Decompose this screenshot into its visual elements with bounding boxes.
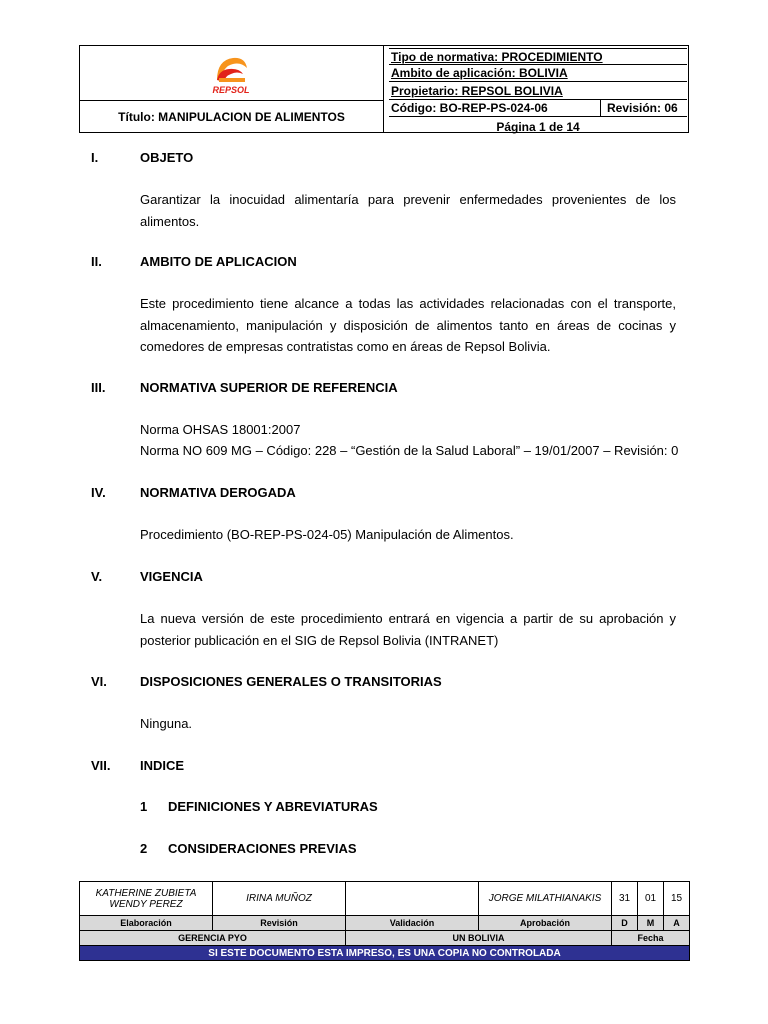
section-number: I.: [91, 150, 99, 165]
logo-text: REPSOL: [212, 85, 250, 95]
label-elaboracion: Elaboración: [80, 916, 213, 931]
header-left: [80, 46, 384, 133]
codigo-revision-row: [389, 100, 687, 117]
paragraph-ambito: Este procedimiento tiene alcance a todas las actividades relacionadas con el transporte, almacenamiento, manipulación y disposición de alimentos tanto en áreas de cocinas y comedores de empresas contratistas como en áreas de Repsol Bolivia.: [140, 296, 676, 354]
norma-line: Norma NO 609 MG – Código: 228 – “Gestión de la Salud Laboral” – 19/01/2007 – Revisión: 0: [140, 443, 679, 458]
title-text: Título: MANIPULACION DE ALIMENTOS: [118, 110, 345, 124]
propietario: Propietario: REPSOL BOLIVIA: [389, 83, 687, 100]
approval-footer: [79, 881, 690, 961]
section-number: IV.: [91, 485, 106, 500]
section-number: V.: [91, 569, 103, 584]
paragraph-derogada: Procedimiento (BO-REP-PS-024-05) Manipulación de Alimentos.: [140, 527, 514, 542]
document-header: [79, 45, 689, 133]
tipo-normativa: Tipo de normativa: PROCEDIMIENTO: [389, 48, 687, 65]
index-number: 2: [140, 841, 148, 856]
section-title: AMBITO DE APLICACION: [140, 254, 297, 269]
label-aprobacion: Aprobación: [479, 916, 612, 931]
elaboracion-names: KATHERINE ZUBIETA WENDY PEREZ: [80, 882, 213, 916]
norma-line: Norma OHSAS 18001:2007: [140, 422, 301, 437]
gerencia-label: GERENCIA PYO: [80, 931, 346, 946]
label-day: D: [612, 916, 638, 931]
validacion-name: [346, 882, 479, 916]
label-year: A: [664, 916, 689, 931]
date-year: 15: [664, 882, 689, 916]
paragraph-objeto: Garantizar la inocuidad alimentaría para prevenir enfermedades provenientes de los alimentos.: [140, 192, 676, 229]
ambito-aplicacion: Ambito de aplicación: BOLIVIA: [389, 65, 687, 82]
label-month: M: [638, 916, 664, 931]
repsol-logo: [203, 52, 259, 96]
index-title: DEFINICIONES Y ABREVIATURAS: [168, 799, 378, 814]
uncontrolled-copy-notice: SI ESTE DOCUMENTO ESTA IMPRESO, ES UNA COPIA NO CONTROLADA: [80, 946, 689, 960]
section-title: OBJETO: [140, 150, 194, 165]
section-number: II.: [91, 254, 102, 269]
section-number: VII.: [91, 758, 111, 773]
page-number: Página 1 de 14: [496, 120, 580, 134]
revision-name: IRINA MUÑOZ: [213, 882, 346, 916]
section-number: III.: [91, 380, 106, 395]
logo-box: [80, 46, 383, 101]
section-title: INDICE: [140, 758, 185, 773]
paragraph-vigencia: La nueva versión de este procedimiento entrará en vigencia a partir de su aprobación y posterior publicación en el SIG de Repsol Bolivia (INTRANET): [140, 611, 676, 648]
label-revision: Revisión: [213, 916, 346, 931]
codigo: Código: BO-REP-PS-024-06: [391, 101, 548, 115]
label-validacion: Validación: [346, 916, 479, 931]
section-title: DISPOSICIONES GENERALES O TRANSITORIAS: [140, 674, 442, 689]
document-title: [80, 101, 383, 133]
fecha-label: Fecha: [612, 931, 689, 946]
unidad-label: UN BOLIVIA: [346, 931, 612, 946]
index-title: CONSIDERACIONES PREVIAS: [168, 841, 357, 856]
date-month: 01: [638, 882, 664, 916]
section-number: VI.: [91, 674, 107, 689]
aprobacion-name: JORGE MILATHIANAKIS: [479, 882, 612, 916]
revision: Revisión: 06: [600, 100, 687, 117]
section-title: NORMATIVA DEROGADA: [140, 485, 296, 500]
index-number: 1: [140, 799, 148, 814]
date-day: 31: [612, 882, 638, 916]
section-title: NORMATIVA SUPERIOR DE REFERENCIA: [140, 380, 398, 395]
paragraph-disposiciones: Ninguna.: [140, 716, 193, 731]
header-right: [389, 48, 689, 134]
section-title: VIGENCIA: [140, 569, 203, 584]
